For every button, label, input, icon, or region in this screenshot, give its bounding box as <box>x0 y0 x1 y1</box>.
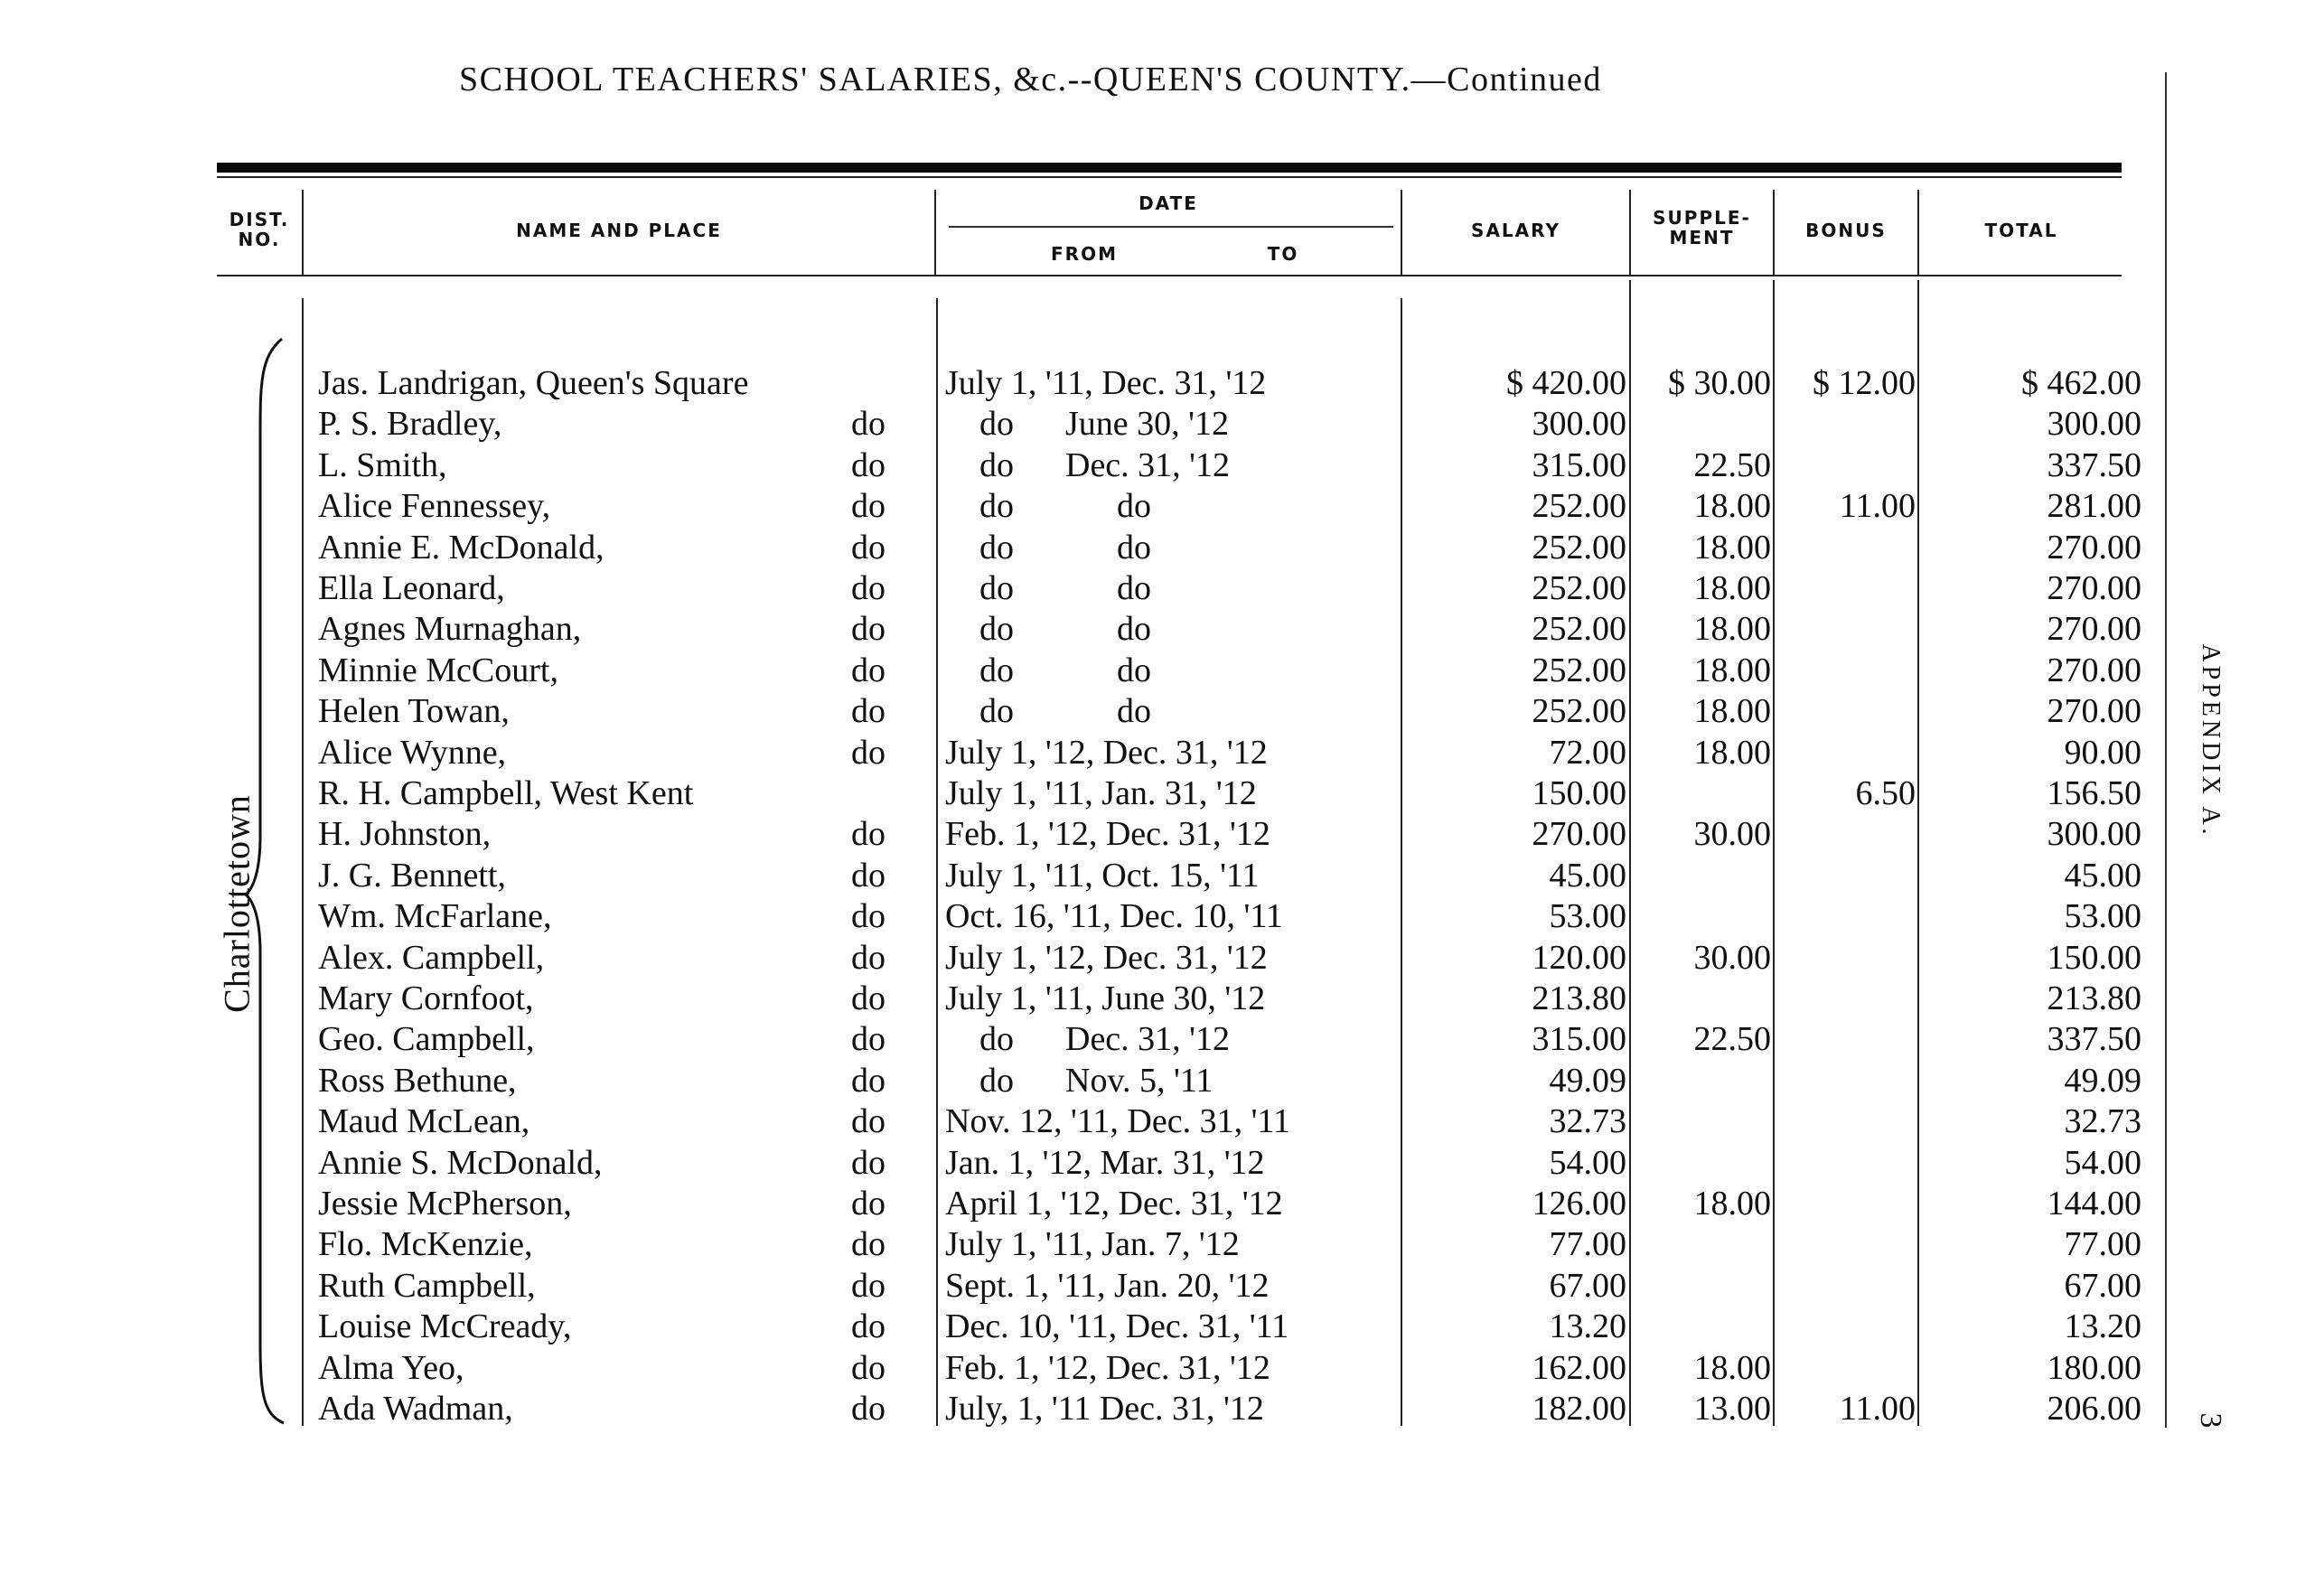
date-range: July 1, '11, Jan. 7, '12 <box>945 1225 1240 1264</box>
total-cell: 32.73 <box>2064 1102 2141 1141</box>
supplement-cell: 30.00 <box>1693 815 1771 854</box>
salary-cell: 315.00 <box>1532 1020 1626 1059</box>
supplement-cell: 18.00 <box>1693 1185 1771 1223</box>
title-continued: Continued <box>1447 61 1602 98</box>
total-cell: 180.00 <box>2047 1348 2141 1387</box>
teacher-place: do <box>851 1185 886 1223</box>
salary-cell: 72.00 <box>1549 733 1626 772</box>
date-range: July 1, '12, Dec. 31, '12 <box>945 733 1268 772</box>
header-supplement <box>1631 208 1773 248</box>
header-name-and-place: NAME AND PLACE <box>516 220 722 241</box>
teacher-place: do <box>851 1020 886 1059</box>
teacher-name: Agnes Murnaghan, <box>318 610 582 649</box>
salary-cell: 252.00 <box>1532 692 1626 731</box>
table-row <box>0 568 2324 609</box>
total-cell: 144.00 <box>2047 1185 2141 1223</box>
teacher-name: Alice Fennessey, <box>318 487 551 526</box>
teacher-place: do <box>851 856 886 895</box>
salary-cell: 300.00 <box>1532 405 1626 444</box>
teacher-place: do <box>851 733 886 772</box>
date-range: do do <box>945 651 1151 689</box>
salary-cell: 252.00 <box>1532 569 1626 607</box>
page-title <box>459 60 1602 99</box>
salary-cell: 77.00 <box>1549 1225 1626 1264</box>
total-cell: 49.09 <box>2064 1061 2141 1100</box>
header-total: TOTAL <box>1984 220 2058 241</box>
teacher-name: R. H. Campbell, West Kent <box>318 774 694 812</box>
teacher-name: Alice Wynne, <box>318 733 507 772</box>
total-cell: 300.00 <box>2047 405 2141 444</box>
teacher-name: L. Smith, <box>318 445 447 484</box>
date-range: do June 30, '12 <box>945 405 1230 444</box>
table-row <box>0 1143 2324 1184</box>
supplement-cell: 18.00 <box>1693 651 1771 689</box>
appendix-label: APPENDIX A. <box>2197 643 2225 839</box>
bonus-cell: 6.50 <box>1855 774 1916 812</box>
table-row <box>0 486 2324 527</box>
table-row <box>0 896 2324 937</box>
teacher-place: do <box>851 1102 886 1141</box>
date-range: July 1, '11, Dec. 31, '12 <box>945 364 1267 402</box>
supplement-cell: 13.00 <box>1693 1390 1771 1428</box>
teacher-place: do <box>851 487 886 526</box>
date-range: April 1, '12, Dec. 31, '12 <box>945 1185 1283 1223</box>
header-supplement-line1: SUPPLE- <box>1653 207 1751 229</box>
total-cell: $ 462.00 <box>2021 364 2141 402</box>
total-cell: 53.00 <box>2064 897 2141 936</box>
header-dist-line2: NO. <box>238 229 281 250</box>
date-range: do do <box>945 692 1151 731</box>
total-cell: 156.50 <box>2047 774 2141 812</box>
date-range: do do <box>945 487 1151 526</box>
salary-cell: 49.09 <box>1549 1061 1626 1100</box>
teacher-place: do <box>851 1390 886 1428</box>
total-cell: 270.00 <box>2047 610 2141 649</box>
table-row <box>0 609 2324 650</box>
date-range: Dec. 10, '11, Dec. 31, '11 <box>945 1307 1289 1346</box>
table-row <box>0 528 2324 568</box>
teacher-name: Ada Wadman, <box>318 1390 513 1428</box>
teacher-name: Ella Leonard, <box>318 569 505 607</box>
teacher-name: Jas. Landrigan, Queen's Square <box>318 364 749 402</box>
date-range: July 1, '12, Dec. 31, '12 <box>945 938 1268 977</box>
total-cell: 270.00 <box>2047 528 2141 567</box>
salary-cell: 252.00 <box>1532 528 1626 567</box>
table-row <box>0 1389 2324 1429</box>
header-to: TO <box>1267 243 1299 265</box>
table-row <box>0 1266 2324 1307</box>
total-cell: 13.20 <box>2064 1307 2141 1346</box>
table-row <box>0 773 2324 814</box>
date-range: do Nov. 5, '11 <box>945 1061 1214 1100</box>
teacher-place: do <box>851 897 886 936</box>
table-row <box>0 651 2324 691</box>
supplement-cell: 18.00 <box>1693 692 1771 731</box>
bonus-cell: 11.00 <box>1839 487 1916 526</box>
date-range: Feb. 1, '12, Dec. 31, '12 <box>945 1348 1270 1387</box>
table-row <box>0 733 2324 773</box>
teacher-place: do <box>851 692 886 731</box>
date-range: July 1, '11, June 30, '12 <box>945 979 1266 1017</box>
date-range: Jan. 1, '12, Mar. 31, '12 <box>945 1143 1265 1182</box>
total-cell: 270.00 <box>2047 651 2141 689</box>
teacher-place: do <box>851 938 886 977</box>
header-from: FROM <box>1051 243 1118 265</box>
salary-cell: 120.00 <box>1532 938 1626 977</box>
date-range: Nov. 12, '11, Dec. 31, '11 <box>945 1102 1291 1141</box>
salary-cell: 252.00 <box>1532 610 1626 649</box>
teacher-name: Mary Cornfoot, <box>318 979 534 1017</box>
date-range: Sept. 1, '11, Jan. 20, '12 <box>945 1266 1270 1305</box>
total-cell: 150.00 <box>2047 938 2141 977</box>
total-cell: 213.80 <box>2047 979 2141 1017</box>
total-cell: 67.00 <box>2064 1266 2141 1305</box>
salary-cell: 150.00 <box>1532 774 1626 812</box>
header-supplement-line2: MENT <box>1669 227 1735 248</box>
date-range: do do <box>945 528 1151 567</box>
total-cell: 270.00 <box>2047 569 2141 607</box>
total-cell: 90.00 <box>2064 733 2141 772</box>
table-row <box>0 1019 2324 1060</box>
teacher-name: Alma Yeo, <box>318 1348 464 1387</box>
salary-cell: $ 420.00 <box>1506 364 1626 402</box>
header-dist-line1: DIST. <box>229 209 290 230</box>
total-cell: 77.00 <box>2064 1225 2141 1264</box>
teacher-place: do <box>851 1266 886 1305</box>
teacher-name: Ross Bethune, <box>318 1061 517 1100</box>
bonus-cell: $ 12.00 <box>1813 364 1916 402</box>
supplement-cell: 18.00 <box>1693 569 1771 607</box>
teacher-place: do <box>851 569 886 607</box>
supplement-cell: 18.00 <box>1693 733 1771 772</box>
salary-cell: 54.00 <box>1549 1143 1626 1182</box>
total-cell: 337.50 <box>2047 1020 2141 1059</box>
table-row <box>0 856 2324 896</box>
teacher-name: Maud McLean, <box>318 1102 530 1141</box>
date-range: Feb. 1, '12, Dec. 31, '12 <box>945 815 1270 854</box>
salary-cell: 13.20 <box>1549 1307 1626 1346</box>
table-row <box>0 1348 2324 1389</box>
table-row <box>0 1061 2324 1101</box>
table-row <box>0 814 2324 855</box>
salary-cell: 126.00 <box>1532 1185 1626 1223</box>
teacher-name: Wm. McFarlane, <box>318 897 552 936</box>
teacher-name: H. Johnston, <box>318 815 492 854</box>
salary-cell: 67.00 <box>1549 1266 1626 1305</box>
total-cell: 45.00 <box>2064 856 2141 895</box>
table-row <box>0 1184 2324 1224</box>
salary-cell: 182.00 <box>1532 1390 1626 1428</box>
teacher-name: Helen Towan, <box>318 692 510 731</box>
supplement-cell: 18.00 <box>1693 487 1771 526</box>
teacher-place: do <box>851 1061 886 1100</box>
teacher-place: do <box>851 1143 886 1182</box>
title-main: SCHOOL TEACHERS' SALARIES, &c.--QUEEN'S COUNTY.— <box>459 61 1448 98</box>
teacher-name: Flo. McKenzie, <box>318 1225 533 1264</box>
teacher-place: do <box>851 651 886 689</box>
table-row <box>0 1101 2324 1142</box>
date-range: do do <box>945 610 1151 649</box>
table-row <box>0 691 2324 732</box>
teacher-name: Annie S. McDonald, <box>318 1143 603 1182</box>
teacher-name: Minnie McCourt, <box>318 651 558 689</box>
supplement-cell: 18.00 <box>1693 610 1771 649</box>
teacher-place: do <box>851 1348 886 1387</box>
table-row <box>0 1224 2324 1265</box>
bonus-cell: 11.00 <box>1839 1390 1916 1428</box>
supplement-cell: 22.50 <box>1693 1020 1771 1059</box>
date-range: July, 1, '11 Dec. 31, '12 <box>945 1390 1264 1428</box>
date-range: do Dec. 31, '12 <box>945 1020 1231 1059</box>
teacher-place: do <box>851 610 886 649</box>
date-range: do Dec. 31, '12 <box>945 445 1231 484</box>
total-cell: 206.00 <box>2047 1390 2141 1428</box>
teacher-place: do <box>851 979 886 1017</box>
header-salary: SALARY <box>1471 220 1560 241</box>
page-number: 3 <box>2194 1412 2227 1429</box>
salary-cell: 32.73 <box>1549 1102 1626 1141</box>
date-subheader-rule <box>949 226 1393 228</box>
salary-cell: 252.00 <box>1532 487 1626 526</box>
table-row <box>0 404 2324 445</box>
date-range: July 1, '11, Jan. 31, '12 <box>945 774 1257 812</box>
teacher-name: Louise McCready, <box>318 1307 572 1346</box>
teacher-name: Annie E. McDonald, <box>318 528 604 567</box>
supplement-cell: 30.00 <box>1693 938 1771 977</box>
header-thick-rule <box>217 163 2122 173</box>
teacher-name: Ruth Campbell, <box>318 1266 536 1305</box>
salary-cell: 162.00 <box>1532 1348 1626 1387</box>
district-label: Charlottetown <box>216 794 258 1013</box>
teacher-place: do <box>851 815 886 854</box>
total-cell: 54.00 <box>2064 1143 2141 1182</box>
salary-cell: 270.00 <box>1532 815 1626 854</box>
teacher-name: Geo. Campbell, <box>318 1020 535 1059</box>
salary-cell: 53.00 <box>1549 897 1626 936</box>
salary-cell: 45.00 <box>1549 856 1626 895</box>
total-cell: 337.50 <box>2047 445 2141 484</box>
table-row <box>0 445 2324 486</box>
teacher-place: do <box>851 1307 886 1346</box>
table-row <box>0 363 2324 404</box>
total-cell: 270.00 <box>2047 692 2141 731</box>
teacher-place: do <box>851 445 886 484</box>
header-dist-no <box>217 210 302 249</box>
total-cell: 281.00 <box>2047 487 2141 526</box>
teacher-place: do <box>851 1225 886 1264</box>
supplement-cell: $ 30.00 <box>1668 364 1771 402</box>
supplement-cell: 22.50 <box>1693 445 1771 484</box>
teacher-name: P. S. Bradley, <box>318 405 502 444</box>
table-row <box>0 1307 2324 1347</box>
date-range: Oct. 16, '11, Dec. 10, '11 <box>945 897 1283 936</box>
teacher-place: do <box>851 528 886 567</box>
supplement-cell: 18.00 <box>1693 1348 1771 1387</box>
teacher-name: Alex. Campbell, <box>318 938 545 977</box>
supplement-cell: 18.00 <box>1693 528 1771 567</box>
teacher-name: J. G. Bennett, <box>318 856 506 895</box>
total-cell: 300.00 <box>2047 815 2141 854</box>
salary-cell: 252.00 <box>1532 651 1626 689</box>
teacher-name: Jessie McPherson, <box>318 1185 572 1223</box>
header-bottom-rule <box>217 275 2122 276</box>
date-range: July 1, '11, Oct. 15, '11 <box>945 856 1260 895</box>
header-bonus: BONUS <box>1805 220 1887 241</box>
date-range: do do <box>945 569 1151 607</box>
table-row <box>0 938 2324 979</box>
table-row <box>0 979 2324 1019</box>
salary-cell: 213.80 <box>1532 979 1626 1017</box>
salary-cell: 315.00 <box>1532 445 1626 484</box>
header-thin-rule <box>217 176 2122 178</box>
header-date: DATE <box>1139 192 1198 214</box>
teacher-place: do <box>851 405 886 444</box>
